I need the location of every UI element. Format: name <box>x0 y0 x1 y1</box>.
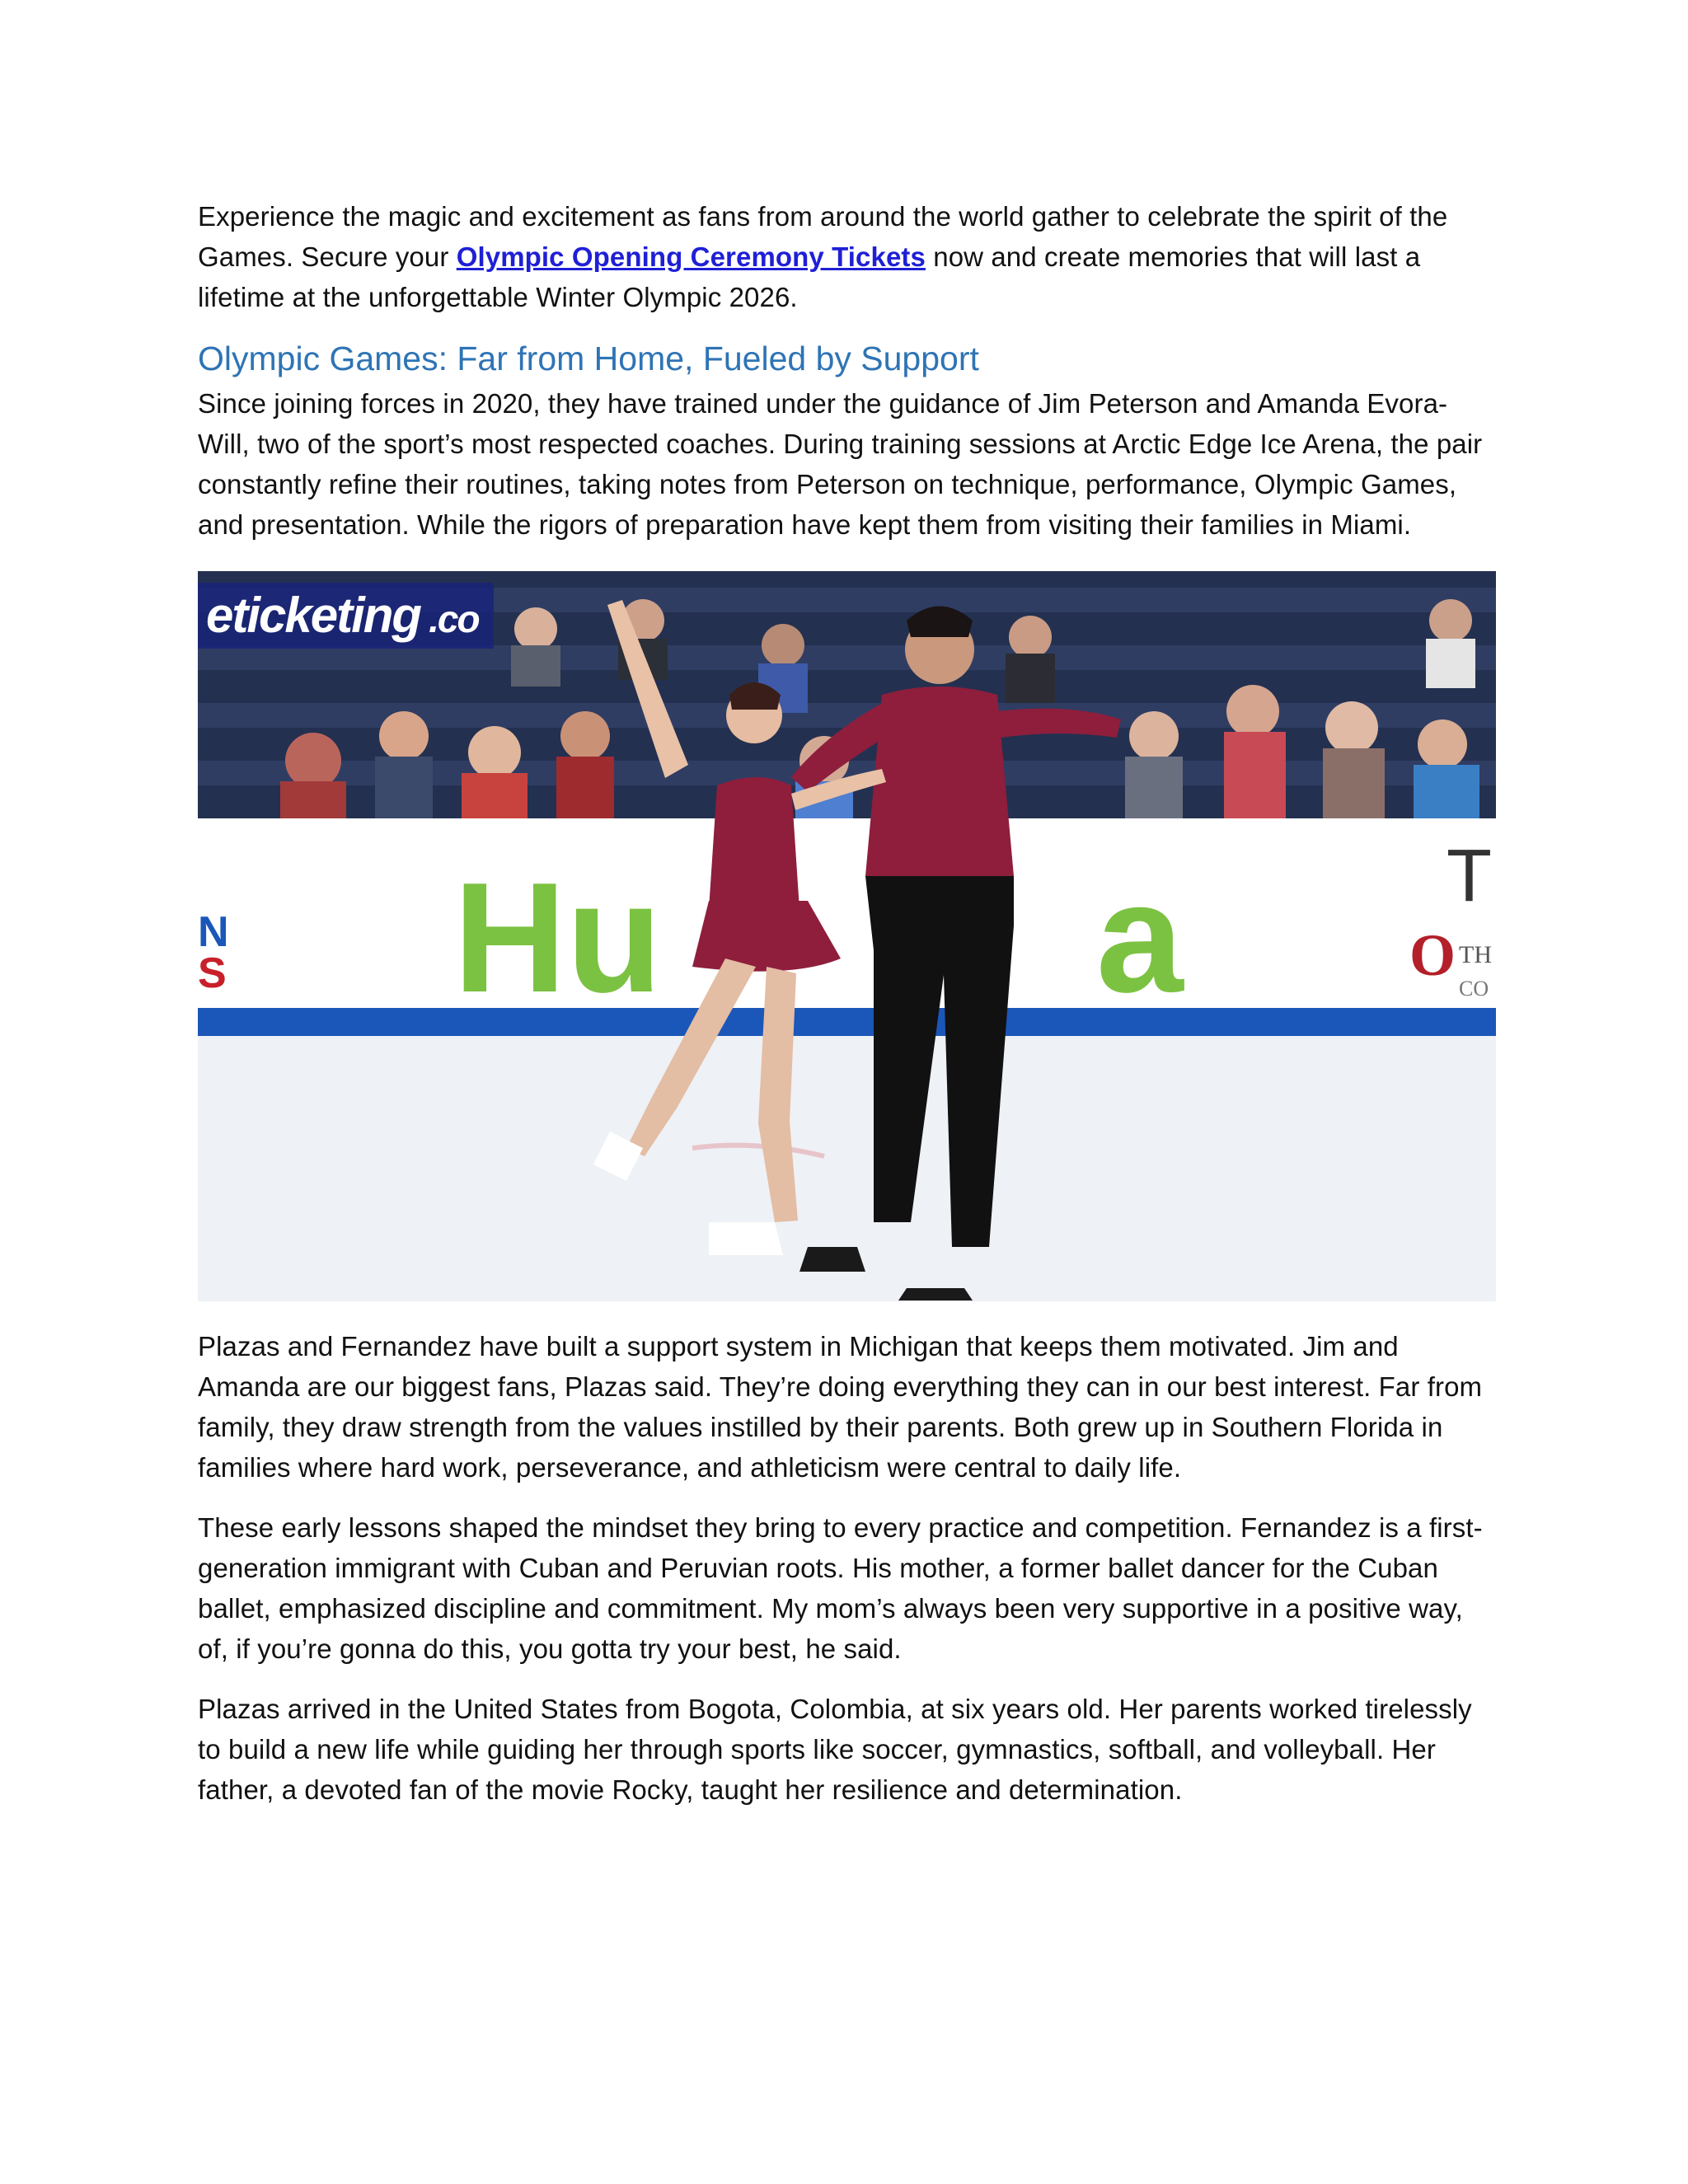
body-paragraphs <box>198 1326 1496 1810</box>
svg-text:O: O <box>1409 922 1456 988</box>
board-left-text-2: S <box>198 949 227 997</box>
intro-paragraph <box>198 196 1496 317</box>
document-page <box>198 196 1496 1830</box>
board-left-text: N <box>198 908 229 956</box>
figure-skating-photo <box>198 571 1496 1301</box>
board-right-small-2: CO <box>1459 977 1489 1001</box>
body-paragraph: These early lessons shaped the mindset they bring to every practice and competition. Fernandez is a first-generation immigrant with Cuban and Peruvian roots. His mother, a former ballet dancer for the Cuban ballet, emphasized discipline and commitment. My mom’s always been very supportive in a positive way, of, if you’re gonna do this, you gotta try your best, he said. <box>198 1512 1483 1664</box>
section-paragraph: Since joining forces in 2020, they have trained under the guidance of Jim Peterson and Amanda Evora-Will, two of the sport’s most respected coaches. During training sessions at Arctic Edge Ice Arena, the pair constantly refine their routines, taking notes from Peterson on technique, performance, Olympic Games, and presentation. While the rigors of preparation have kept them from visiting their families in Miami. <box>198 388 1483 540</box>
opening-ceremony-tickets-link[interactable]: Olympic Opening Ceremony Tickets <box>456 241 926 272</box>
watermark-suffix: .co <box>429 598 479 640</box>
board-text-2: a <box>1096 851 1184 1025</box>
board-right-text: T <box>1447 835 1492 917</box>
board-right-small: TH <box>1459 941 1492 968</box>
intro-text-before: Experience the magic and excitement as fans from around the world gather to celebrate the spirit of the Games. Secure your <box>198 201 1448 272</box>
watermark-main: eticketing <box>206 588 421 643</box>
body-paragraph: Plazas and Fernandez have built a support system in Michigan that keeps them motivated. Jim and Amanda are our biggest fans, Plazas said. They’re doing everything they can in our best interest. Far from family, they draw strength from the values instilled by their parents. Both grew up in Southern Florida in families where hard work, perseverance, and athleticism were central to daily life. <box>198 1331 1483 1483</box>
intro-text-after: now and create memories that will last a lifetime at the unforgettable Winter Olympic 2026. <box>198 241 1421 312</box>
body-paragraph: Plazas arrived in the United States from Bogota, Colombia, at six years old. Her parents worked tirelessly to build a new life while guiding her through sports like soccer, gymnastics, softball, and volleyball. Her father, a devoted fan of the movie Rocky, taught her resilience and determination. <box>198 1694 1472 1805</box>
eticketing-watermark <box>198 583 494 649</box>
section-heading: Olympic Games: Far from Home, Fueled by Support <box>198 340 979 377</box>
board-text: Hu <box>453 851 663 1025</box>
